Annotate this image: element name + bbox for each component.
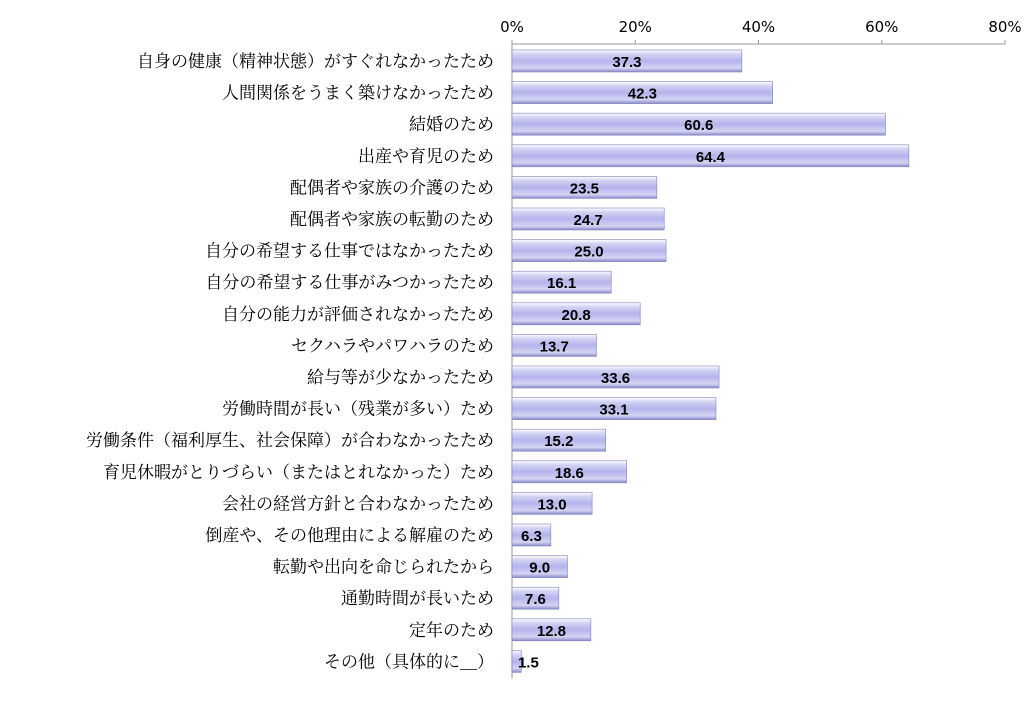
x-tick-label: 80% — [988, 18, 1022, 36]
value-label: 7.6 — [524, 591, 546, 609]
x-tick-label: 20% — [618, 18, 652, 36]
value-label: 6.3 — [520, 528, 542, 545]
category-label: 自分の希望する仕事ではなかったため — [205, 241, 494, 262]
category-label: 労働条件（福利厚生、社会保障）が合わなかったため — [86, 431, 494, 452]
category-label: セクハラやパワハラのため — [291, 336, 494, 357]
category-label: 配偶者や家族の転勤のため — [290, 210, 494, 230]
value-label: 64.4 — [695, 148, 726, 166]
category-label: 自分の希望する仕事がみつかったため — [205, 273, 494, 294]
value-label: 24.7 — [573, 212, 603, 229]
value-label: 23.5 — [569, 180, 600, 198]
category-label: 育児休暇がとりづらい（またはとれなかった）ため — [103, 462, 494, 483]
category-label: 労働時間が長い（残業が多い）ため — [222, 399, 494, 420]
value-label: 42.3 — [627, 85, 657, 103]
category-label: 自身の健康（精神状態）がすぐれなかったため — [137, 52, 494, 72]
value-label: 33.1 — [599, 401, 629, 419]
category-label: 自分の能力が評価されなかったため — [222, 304, 494, 325]
category-label: 結婚のため — [409, 115, 494, 136]
value-label: 25.0 — [574, 243, 604, 261]
value-label: 37.3 — [612, 54, 642, 71]
value-label: 9.0 — [529, 559, 551, 577]
value-label: 13.7 — [539, 338, 569, 356]
category-label: 通勤時間が長いため — [341, 589, 494, 610]
x-tick-label: 60% — [865, 18, 899, 36]
x-tick-label: 0% — [500, 18, 524, 36]
category-label: 倒産や、その他理由による解雇のため — [205, 526, 494, 546]
value-label: 12.8 — [536, 622, 567, 640]
value-label: 20.8 — [561, 306, 591, 324]
value-label: 1.5 — [518, 654, 539, 672]
category-label: その他（具体的に＿） — [324, 652, 494, 673]
value-label: 15.2 — [544, 433, 574, 451]
category-label: 出産や育児のため — [358, 146, 494, 167]
category-label: 転勤や出向を命じられたから — [273, 557, 494, 578]
category-label: 会社の経営方針と合わなかったため — [222, 494, 494, 515]
value-label: 13.0 — [537, 496, 567, 514]
category-label: 配偶者や家族の介護のため — [290, 178, 494, 199]
x-tick-label: 40% — [741, 18, 776, 36]
category-label: 給与等が少なかったため — [307, 368, 494, 388]
category-label: 定年のため — [409, 620, 494, 641]
value-label: 33.6 — [600, 370, 631, 387]
value-label: 18.6 — [554, 464, 584, 482]
value-label: 16.1 — [547, 275, 577, 293]
value-label: 60.6 — [684, 117, 714, 135]
category-label: 人間関係をうまく築けなかったため — [222, 83, 494, 104]
